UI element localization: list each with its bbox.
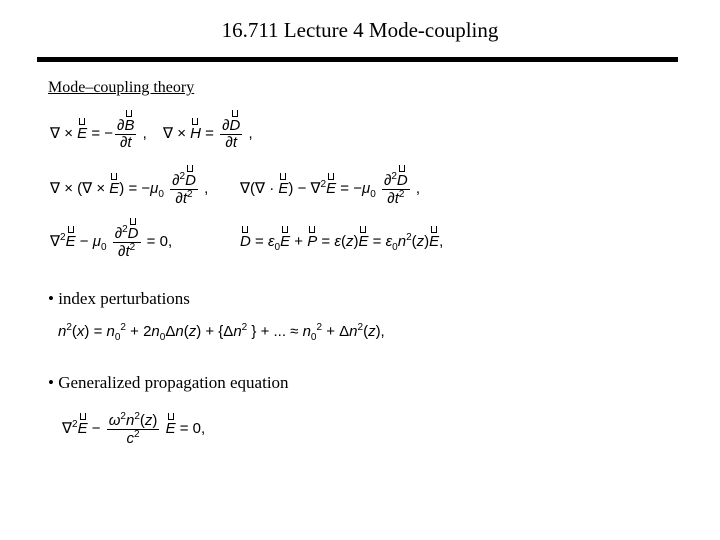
equation-propagation: ∇$^2$E − $\frac{\omega^2n^2(z)}{c^2}$ E = 0, [62,411,206,447]
equation-wave: $\nabla^2E - \mu_0$ $\frac{\partial^2D}{\partial t^2}$ = 0, [50,224,173,260]
bullet-propagation-equation: • Generalized propagation equation [48,373,289,392]
title-divider [37,57,678,62]
bullet-index-perturbations: • index perturbations [48,289,190,308]
section-heading: Mode–coupling theory [48,79,195,96]
equation-curl-curl-expanded: ∇(∇ · $E) - \nabla^2E = -\mu_0$ $\frac{\partial^2D}{\partial t^2}$ , [240,171,421,207]
equation-curl-curl-e: ∇ × (∇ × $E) = -\mu_0$ $\frac{\partial^2D}{\partial t^2}$ , [50,171,209,207]
equation-index-perturbation: $n^2(x) = n_0^2 + 2n_0\Delta n(z) + \{\Delta n^2$ } + ... ≈ $n_0^2 + \Delta n^2(z)$, [58,322,385,343]
equation-curl-e: ∇ × E = − $\frac{\partial B}{\partial t}$ , [50,117,147,151]
equation-constitutive: $D = \varepsilon_0E + P = \varepsilon(z)E = \varepsilon_0n^2(z)E$, [240,232,444,253]
slide-title: 16.711 Lecture 4 Mode-coupling [221,18,499,42]
equation-curl-h: ∇ × H = $\frac{\partial D}{\partial t}$ , [163,117,253,151]
